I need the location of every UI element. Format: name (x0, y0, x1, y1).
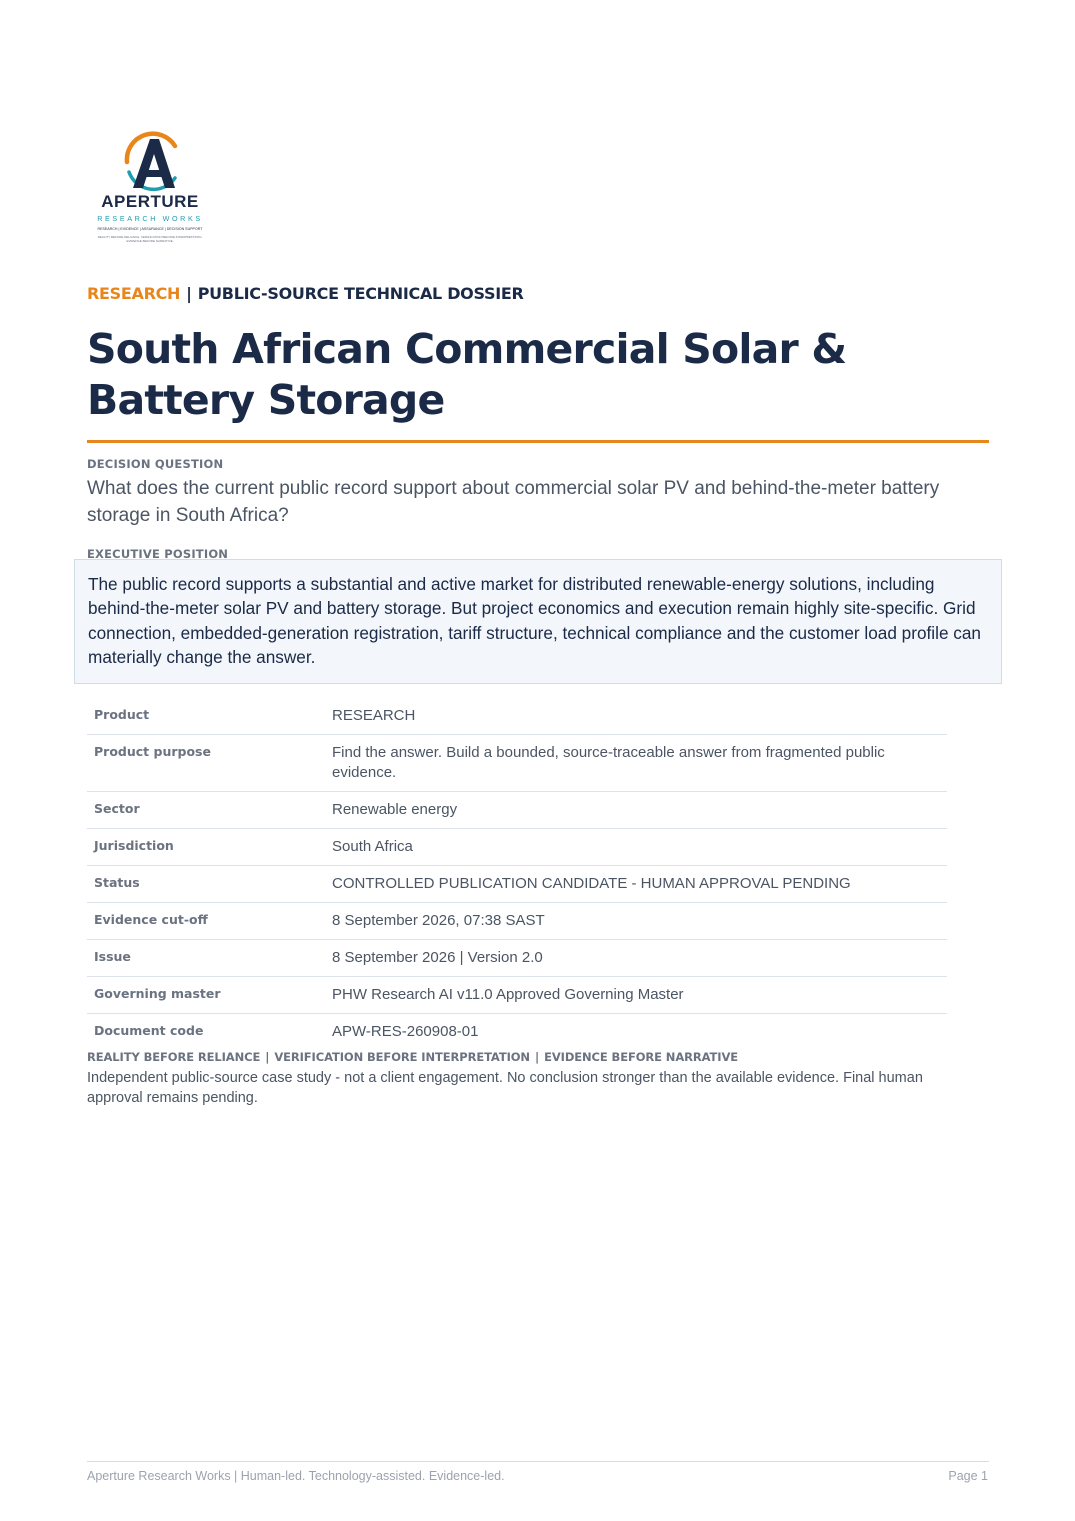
title-divider (87, 440, 989, 443)
executive-position-text: The public record supports a substantial and active market for distributed renewable-energy solutions, including behind-the-meter solar PV and battery storage. But project economics and execution remain highly site-specific. Grid connection, embedded-generation registration, tariff structure, technical compliance and the customer load profile can materially change the answer. (88, 574, 981, 667)
executive-position-label: EXECUTIVE POSITION (87, 547, 229, 559)
meta-row-product (87, 698, 947, 735)
meta-value: PHW Research AI v11.0 Approved Governing Master (331, 977, 947, 1014)
meta-key: Document code (94, 1023, 204, 1038)
decision-question-label: DECISION QUESTION (87, 457, 224, 471)
aperture-logo (87, 126, 213, 250)
meta-key: Status (87, 866, 331, 903)
footer-tagline: Aperture Research Works | Human-led. Technology-assisted. Evidence-led. (87, 1469, 505, 1483)
meta-row-status (87, 866, 947, 903)
meta-key: Sector (87, 792, 331, 829)
principle-separator: | (265, 1050, 270, 1064)
principle-evidence: EVIDENCE BEFORE NARRATIVE (544, 1050, 739, 1064)
footer-divider (87, 1461, 989, 1462)
principle-reality: REALITY BEFORE RELIANCE (87, 1050, 261, 1064)
meta-value: RESEARCH (331, 698, 947, 735)
meta-row-product-purpose (87, 735, 947, 792)
executive-position-box (74, 559, 1002, 684)
meta-value: 8 September 2026 | Version 2.0 (331, 940, 947, 977)
meta-row-document-code (87, 1014, 947, 1051)
meta-value: Renewable energy (331, 792, 947, 829)
meta-key: Evidence cut-off (87, 903, 331, 940)
logo-tags: RESEARCH | EVIDENCE | ASSURANCE | DECISION SUPPORT (97, 227, 203, 231)
page-number: Page 1 (948, 1469, 988, 1483)
kicker-product: RESEARCH (87, 284, 181, 303)
meta-key: Governing master (87, 977, 331, 1014)
disclaimer-text: Independent public-source case study - not a client engagement. No conclusion stronger than the available evidence. Final human approval remains pending. (87, 1070, 923, 1106)
meta-key: Product purpose (87, 735, 331, 792)
meta-value: South Africa (331, 829, 947, 866)
document-kicker (87, 284, 524, 303)
aperture-a-mark-icon (87, 126, 213, 192)
kicker-type: PUBLIC-SOURCE TECHNICAL DOSSIER (197, 284, 524, 303)
meta-value: 8 September 2026, 07:38 SAST (331, 903, 947, 940)
logo-motto: REALITY BEFORE RELIANCE. VERIFICATION BEFORE INTERPRETATION. EVIDENCE BEFORE NARRATIVE. (97, 235, 203, 243)
meta-row-sector (87, 792, 947, 829)
meta-row-evidence-cutoff (87, 903, 947, 940)
meta-key: Issue (87, 940, 331, 977)
meta-row-issue (87, 940, 947, 977)
logo-subtitle: RESEARCH WORKS (97, 214, 203, 223)
principles-line (87, 1050, 738, 1064)
principle-verification: VERIFICATION BEFORE INTERPRETATION (274, 1050, 530, 1064)
meta-value: Find the answer. Build a bounded, source-traceable answer from fragmented public evidence. (331, 735, 947, 792)
document-title: South African Commercial Solar & Battery Storage (87, 325, 847, 424)
meta-key: Jurisdiction (87, 829, 331, 866)
meta-value: APW-RES-260908-01 (332, 1023, 479, 1040)
principle-separator: | (534, 1050, 540, 1064)
document-metadata-table (87, 698, 947, 1050)
meta-row-jurisdiction (87, 829, 947, 866)
meta-key: Product (87, 698, 331, 735)
meta-row-governing-master (87, 977, 947, 1014)
logo-wordmark: APERTURE (101, 192, 199, 211)
decision-question-text: What does the current public record support about commercial solar PV and behind-the-meter battery storage in South Africa? (87, 478, 940, 526)
kicker-separator: | (186, 284, 192, 303)
meta-value: CONTROLLED PUBLICATION CANDIDATE - HUMAN APPROVAL PENDING (331, 866, 947, 903)
